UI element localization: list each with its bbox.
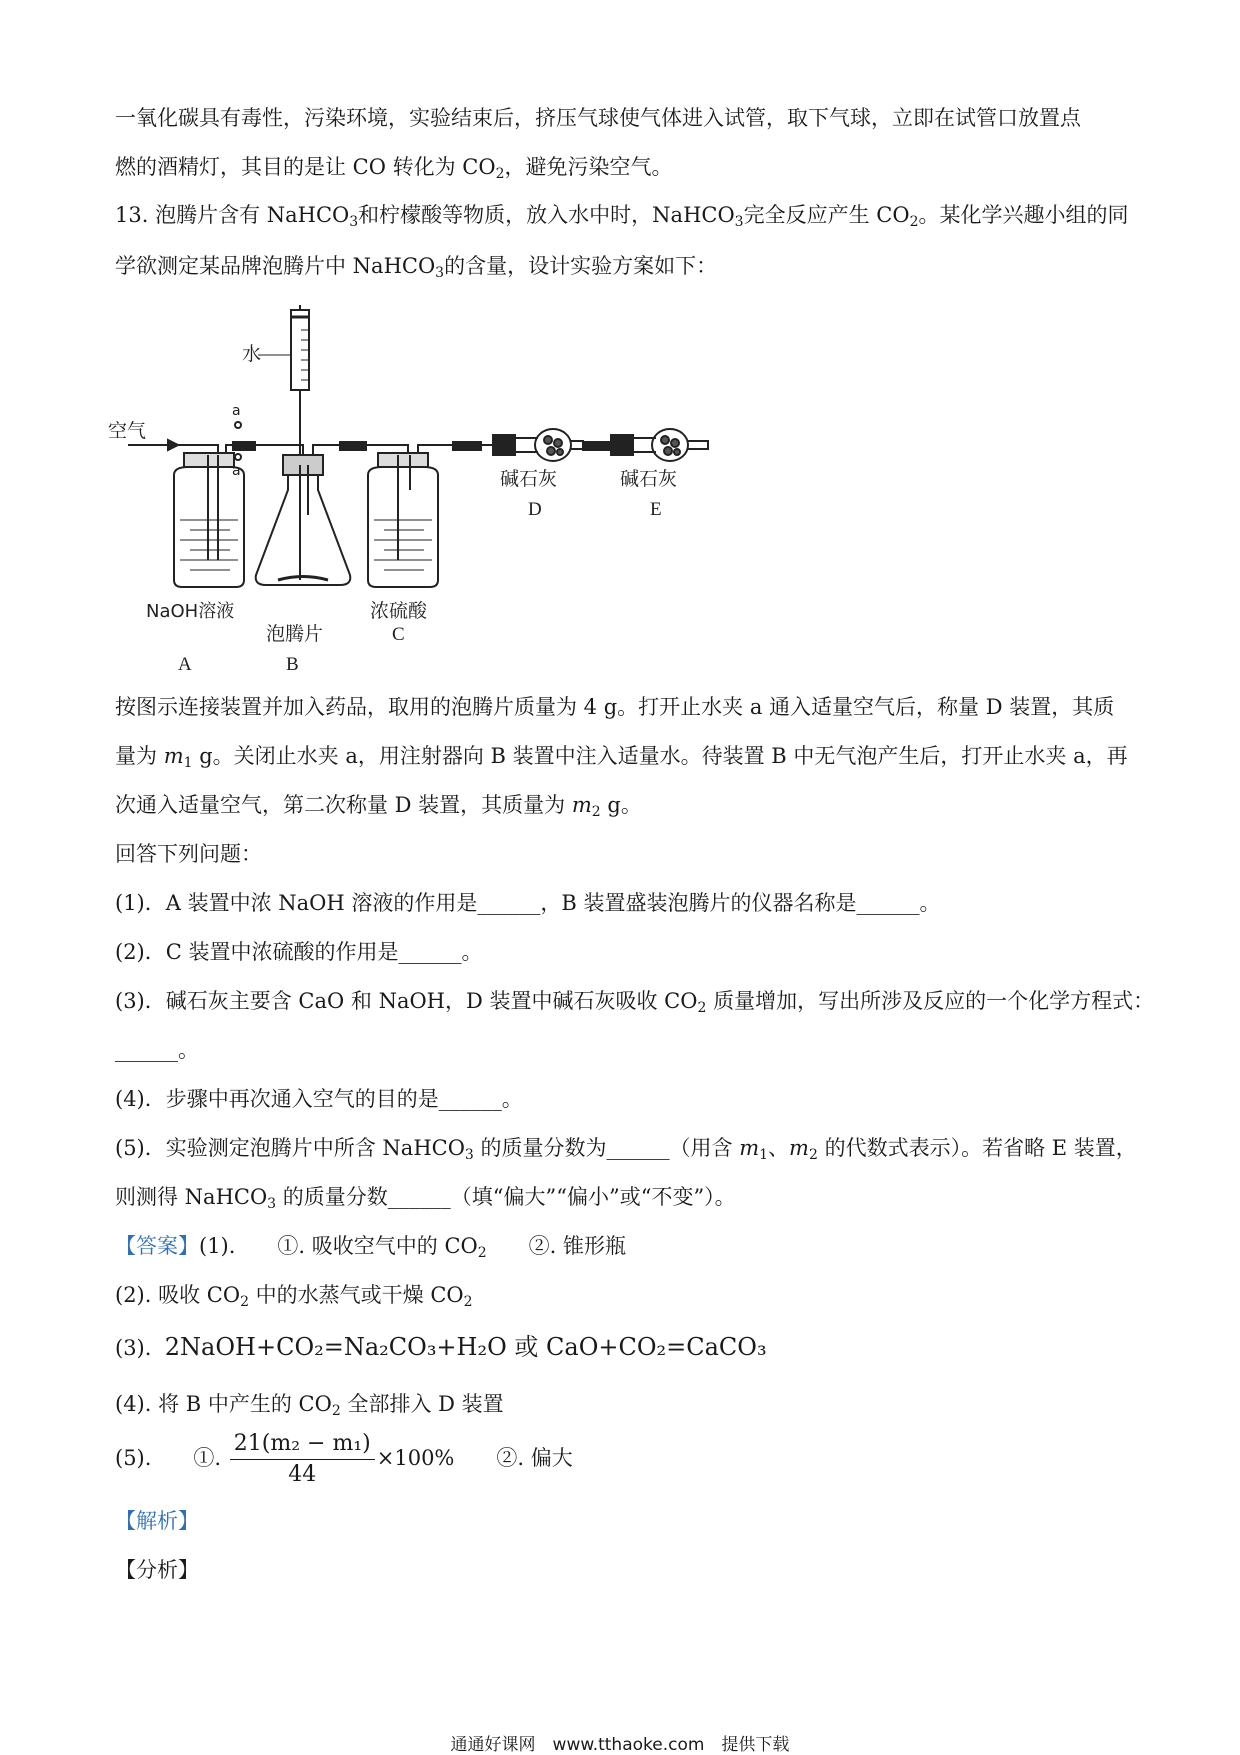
subquestion-3 <box>115 986 1154 1016</box>
text: 回答下列问题： <box>115 842 262 866</box>
text: (2). 吸收 CO <box>115 1283 241 1307</box>
subscript: 1 <box>759 1147 769 1163</box>
text: ，避免污染空气。 <box>504 155 673 179</box>
subscript: 2 <box>495 166 505 182</box>
arrow-head <box>168 440 178 450</box>
text: 中的水蒸气或干燥 CO <box>248 1283 464 1307</box>
footer: 通通好课网 www.tthaoke.com 提供下载 <box>450 1735 790 1755</box>
text: (2)．C 装置中浓硫酸的作用是______。 <box>115 940 483 964</box>
text: 完全反应产生 CO <box>743 203 910 227</box>
procedure-line-1 <box>115 692 1114 722</box>
subscript: 2 <box>909 214 919 230</box>
variable: m <box>739 1136 760 1160</box>
text: ______。 <box>115 1038 199 1062</box>
text: (1). ①. 吸收空气中的 CO <box>199 1234 478 1258</box>
fraction <box>230 1429 375 1490</box>
label-air: 空气 <box>108 420 147 442</box>
text: 【解析】 <box>115 1509 199 1533</box>
procedure-line-3 <box>115 790 642 820</box>
subscript: 2 <box>477 1245 487 1261</box>
text: g。 <box>600 793 642 817</box>
label-e: E <box>650 499 662 520</box>
text: 学欲测定某品牌泡腾片中 NaHCO <box>115 254 436 278</box>
text: 、 <box>768 1136 790 1160</box>
subquestion-5-line-2 <box>115 1182 736 1212</box>
subscript: 3 <box>267 1196 277 1212</box>
question-13-line-1 <box>115 200 1128 230</box>
analysis-subheading <box>115 1555 199 1585</box>
text-line-2 <box>115 152 673 182</box>
answer-4 <box>115 1389 504 1419</box>
label-b: B <box>286 654 299 675</box>
label-clamp-top: a <box>232 403 241 419</box>
subscript: 2 <box>240 1294 249 1310</box>
analysis-heading <box>115 1506 199 1536</box>
text: 量为 <box>115 744 164 768</box>
subscript: 3 <box>435 265 445 281</box>
subscript: 3 <box>734 214 744 230</box>
text: ②. 锥形瓶 <box>486 1234 627 1258</box>
text: 燃的酒精灯，其目的是让 CO 转化为 CO <box>115 155 496 179</box>
text: 。某化学兴趣小组的同 <box>918 203 1129 227</box>
text: 次通入适量空气，第二次称量 D 装置，其质量为 <box>115 793 572 817</box>
text: 质量增加，写出所涉及反应的一个化学方程式： <box>706 989 1155 1013</box>
subscript: 2 <box>463 1294 473 1310</box>
procedure-line-2 <box>115 741 1128 771</box>
answer-tag: 【答案】 <box>115 1234 199 1258</box>
question-13-line-2 <box>115 251 717 281</box>
subscript: 3 <box>464 1147 474 1163</box>
text: 的质量分数为______（用含 <box>473 1136 740 1160</box>
conical-flask-b <box>256 455 351 585</box>
text: (1)．A 装置中浓 NaOH 溶液的作用是______，B 装置盛装泡腾片的仪器名称是______。 <box>115 891 941 915</box>
fraction-denominator: 44 <box>288 1462 317 1487</box>
answer-3 <box>115 1332 767 1363</box>
text: (4)．步骤中再次通入空气的目的是______。 <box>115 1087 523 1111</box>
label-c: C <box>392 624 405 645</box>
text: ×100% ②. 偏大 <box>376 1446 573 1470</box>
subquestion-4 <box>115 1084 523 1114</box>
text: (3)．碱石灰主要含 CaO 和 NaOH，D 装置中碱石灰吸收 CO <box>115 989 698 1013</box>
text: 【分析】 <box>115 1558 199 1582</box>
text: (5)．实验测定泡腾片中所含 NaHCO <box>115 1136 465 1160</box>
text: 全部排入 D 装置 <box>340 1392 504 1416</box>
variable: m <box>571 793 592 817</box>
text: 的代数式表示）。若省略 E 装置， <box>817 1136 1137 1160</box>
answer-5 <box>115 1426 573 1490</box>
label-a: A <box>178 654 192 675</box>
label-lime-e: 碱石灰 <box>620 468 678 490</box>
subquestion-3-blank <box>115 1035 199 1065</box>
subquestion-5 <box>115 1133 1137 1163</box>
text: (3). <box>115 1336 152 1360</box>
clamp-a <box>233 442 255 450</box>
text: (5). ①. <box>115 1446 222 1470</box>
answer-2 <box>115 1280 473 1310</box>
drying-tube-d <box>493 429 583 461</box>
drying-tube-e <box>611 429 708 461</box>
syringe <box>286 305 314 455</box>
subscript: 1 <box>183 755 193 771</box>
chemical-equation: 2NaOH+CO₂=Na₂CO₃+H₂O 或 CaO+CO₂=CaCO₃ <box>164 1333 767 1361</box>
label-naoh: NaOH溶液 <box>146 601 235 622</box>
label-acid: 浓硫酸 <box>370 600 428 622</box>
text: 的质量分数______（填“偏大”“偏小”或“不变”）。 <box>276 1185 736 1209</box>
bottle-c <box>368 453 438 587</box>
subscript: 2 <box>697 1000 707 1016</box>
label-tablet: 泡腾片 <box>266 623 324 645</box>
apparatus-diagram <box>108 305 808 675</box>
label-water: 水 <box>242 343 262 365</box>
fraction-numerator: 21(m₂ − m₁) <box>230 1429 375 1460</box>
text: 13. 泡腾片含有 NaHCO <box>115 203 350 227</box>
text: (4). 将 B 中产生的 CO <box>115 1392 332 1416</box>
text-line-1 <box>115 103 1081 133</box>
variable: m <box>789 1136 809 1160</box>
text: 一氧化碳具有毒性，污染环境，实验结束后，挤压气球使气体进入试管，取下气球，立即在试管口放置点 <box>115 106 1081 130</box>
subscript: 2 <box>331 1403 341 1419</box>
label-clamp-bottom: a <box>232 463 241 479</box>
text: 和柠檬酸等物质，放入水中时，NaHCO <box>358 203 735 227</box>
text: 的含量，设计实验方案如下： <box>444 254 718 278</box>
label-lime-d: 碱石灰 <box>500 468 558 490</box>
subscript: 2 <box>808 1147 818 1163</box>
label-d: D <box>528 499 542 520</box>
answer-1 <box>115 1231 626 1261</box>
subscript: 3 <box>349 214 359 230</box>
instructions <box>115 839 262 869</box>
subquestion-2 <box>115 937 483 967</box>
variable: m <box>163 744 184 768</box>
text: 按图示连接装置并加入药品，取用的泡腾片质量为 4 g。打开止水夹 a 通入适量空气后，称量 D 装置，其质 <box>115 695 1115 719</box>
text: g。关闭止水夹 a，用注射器向 B 装置中注入适量水。待装置 B 中无气泡产生后，打开止水夹 a，再 <box>192 744 1128 768</box>
subquestion-1 <box>115 888 940 918</box>
subscript: 2 <box>591 804 601 820</box>
text: 则测得 NaHCO <box>115 1185 268 1209</box>
